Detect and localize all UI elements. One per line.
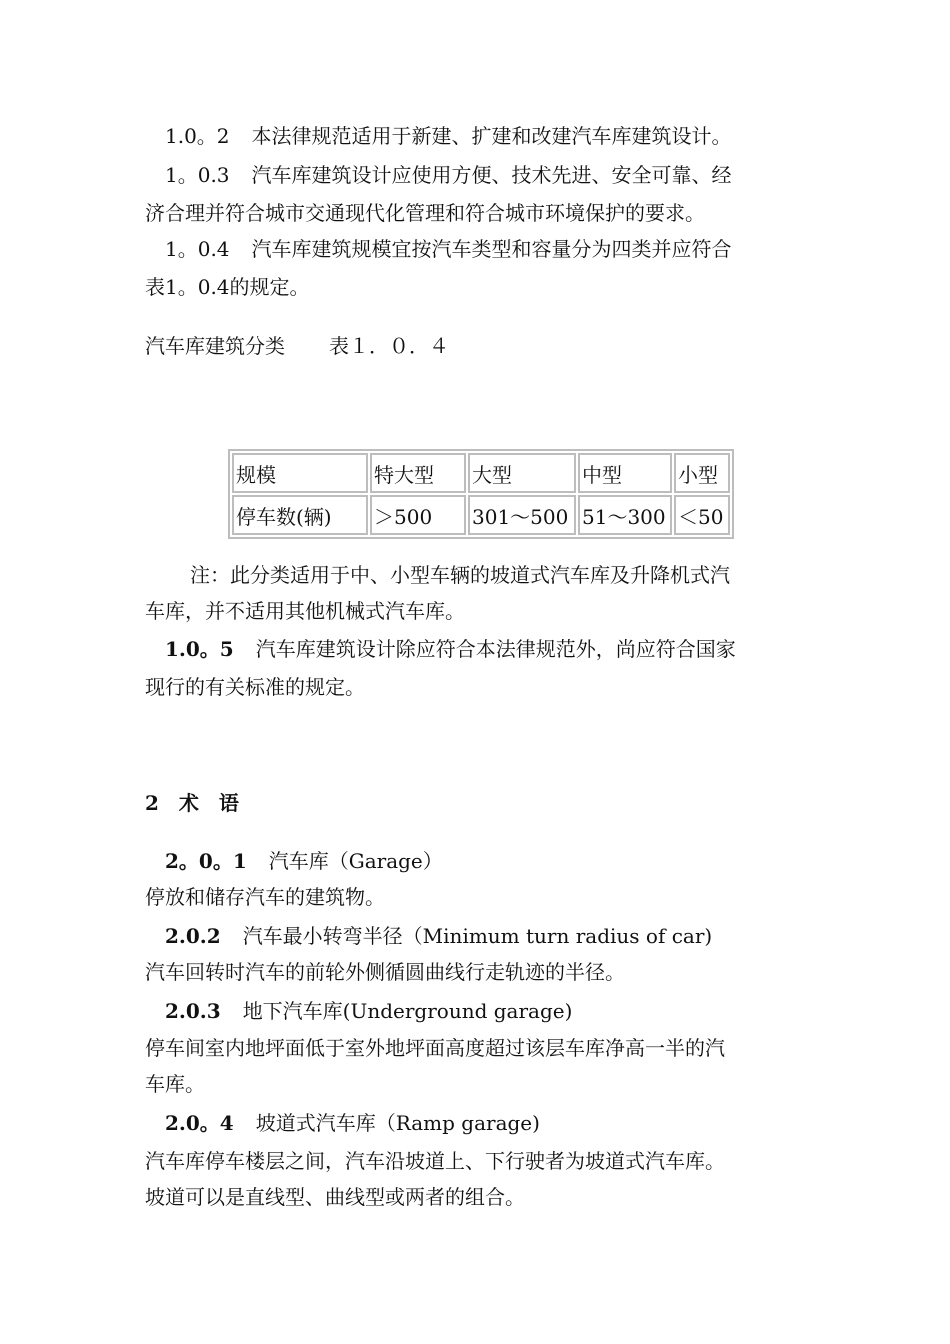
section-heading: 2 术 语	[145, 791, 239, 815]
clause-text: 汽车库建筑规模宜按汽车类型和容量分为四类并应符合	[251, 237, 732, 261]
clause-text: 汽车库建筑设计除应符合本法律规范外，尚应符合国家	[255, 637, 736, 661]
term-definition: 汽车回转时汽车的前轮外侧循圆曲线行走轨迹的半径。	[145, 960, 625, 984]
term-definition-cont: 坡道可以是直线型、曲线型或两者的组合。	[145, 1185, 525, 1209]
table-label: 表１．０．４	[329, 334, 449, 358]
clause-number: 1.0。5	[165, 637, 234, 661]
term-number: 2.0。4	[165, 1111, 234, 1135]
garage-scale-table	[228, 449, 734, 539]
table-caption	[145, 332, 449, 360]
term-title: 坡道式汽车库（Ramp garage)	[255, 1111, 540, 1135]
table-cell: 规模	[232, 453, 368, 493]
term-number: 2.0.3	[165, 999, 221, 1023]
term-definition: 停放和储存汽车的建筑物。	[145, 885, 385, 909]
clause-number: 1。0.3	[165, 163, 230, 187]
clause-1-0-2	[165, 122, 732, 150]
term-title: 汽车最小转弯半径（Minimum turn radius of car)	[242, 924, 713, 948]
table-cell: 中型	[578, 453, 672, 493]
clause-1-0-3	[165, 161, 732, 189]
table-cell: 301～500	[468, 495, 576, 535]
term-definition: 停车间室内地坪面低于室外地坪面高度超过该层车库净高一半的汽	[145, 1036, 725, 1060]
table-row	[232, 453, 730, 493]
term-definition-cont: 车库。	[145, 1072, 205, 1096]
table-cell: 小型	[674, 453, 730, 493]
clause-1-0-4	[165, 235, 732, 263]
term-2-0-1	[165, 847, 443, 875]
table-note-cont: 车库，并不适用其他机械式汽车库。	[145, 599, 465, 623]
clause-1-0-5	[165, 635, 736, 663]
table-cell: 停车数(辆)	[232, 495, 368, 535]
term-2-0-2	[165, 922, 712, 950]
clause-number: 1。0.4	[165, 237, 230, 261]
table-cell: 特大型	[370, 453, 466, 493]
table-title: 汽车库建筑分类	[145, 334, 285, 358]
table-cell: ＞500	[370, 495, 466, 535]
table-cell: 51～300	[578, 495, 672, 535]
table-note: 注：此分类适用于中、小型车辆的坡道式汽车库及升降机式汽	[190, 563, 730, 587]
clause-text: 本法律规范适用于新建、扩建和改建汽车库建筑设计。	[251, 124, 732, 148]
table-row	[232, 495, 730, 535]
term-2-0-4	[165, 1109, 540, 1137]
term-title: 地下汽车库(Underground garage)	[242, 999, 573, 1023]
table-cell: 大型	[468, 453, 576, 493]
clause-1-0-4-cont: 表1。0.4的规定。	[145, 275, 310, 299]
term-definition: 汽车库停车楼层之间，汽车沿坡道上、下行驶者为坡道式汽车库。	[145, 1149, 725, 1173]
table-cell: ＜50	[674, 495, 730, 535]
clause-number: 1.0。2	[165, 124, 230, 148]
clause-text: 汽车库建筑设计应使用方便、技术先进、安全可靠、经	[251, 163, 732, 187]
term-number: 2。0。1	[165, 849, 247, 873]
clause-1-0-3-cont: 济合理并符合城市交通现代化管理和符合城市环境保护的要求。	[145, 201, 705, 225]
term-number: 2.0.2	[165, 924, 221, 948]
term-2-0-3	[165, 997, 572, 1025]
term-title: 汽车库（Garage）	[268, 849, 443, 873]
clause-1-0-5-cont: 现行的有关标准的规定。	[145, 675, 365, 699]
